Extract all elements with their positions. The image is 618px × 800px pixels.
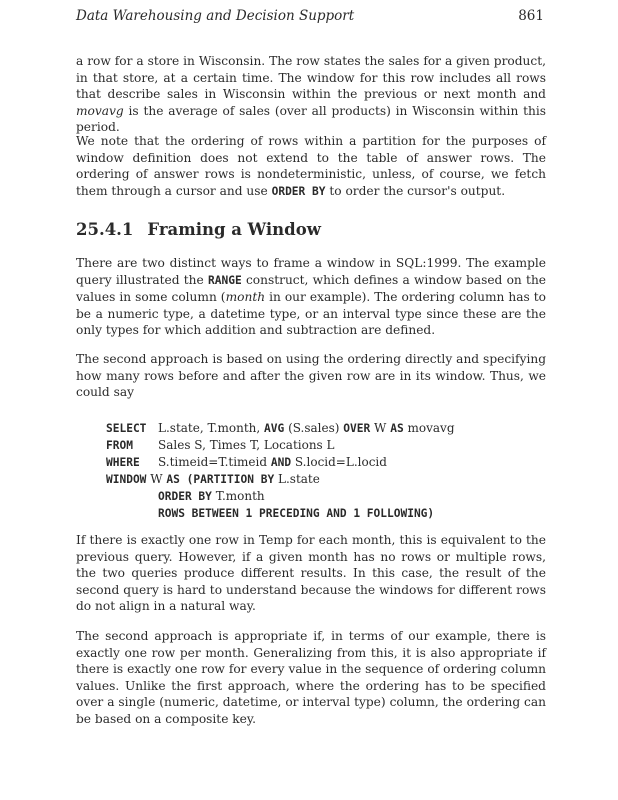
- kw-order-by: ORDER BY: [158, 490, 212, 503]
- kw-window-as: AS: [166, 473, 180, 486]
- kw-from: FROM: [106, 439, 133, 452]
- p1-movavg: movavg: [76, 103, 124, 118]
- p1-text-2: is the average of sales (over all products) in Wisconsin within this period.: [76, 103, 546, 134]
- code-select-b: (S.sales): [284, 421, 344, 435]
- paragraph-row-ordering: [76, 133, 546, 200]
- running-header: [76, 8, 544, 24]
- code-select-d: movavg: [403, 421, 455, 435]
- section-heading: [76, 220, 321, 239]
- page-number: 861: [518, 8, 544, 24]
- code-line-from: [106, 437, 546, 454]
- code-window-b: L.state: [274, 472, 320, 486]
- code-where-b: S.locid=L.locid: [291, 455, 387, 469]
- running-title: Data Warehousing and Decision Support: [76, 8, 355, 24]
- paragraph-temp-equivalence: If there is exactly one row in Temp for each month, this is equivalent to the previous query. However, if a given month has no rows or multiple rows, the two queries produce different results. In this case, the result of the second query is hard to understand because the windows for different rows do not align in a natural way.: [76, 533, 546, 613]
- code-window-paren: (: [179, 473, 194, 486]
- code-line-window: [106, 471, 546, 488]
- paragraph-second-approach: The second approach is based on using the ordering directly and specifying how many rows before and after the given row are in its window. Thus, we could say: [76, 352, 546, 399]
- p3-month: month: [225, 290, 266, 304]
- code-line-select: [106, 420, 546, 437]
- paragraph-composite-key: The second approach is appropriate if, in terms of our example, there is exactly one row per month. Generalizing from this, it is also appropriate if there is exactly one row for every value in the sequence of ordering column values. Unlike the first approach, where the ordering has to be specified over a single (numeric, datetime, or interval type) column, the ordering can be based on a composite key.: [76, 629, 546, 726]
- code-line-orderby: [106, 488, 546, 505]
- code-window-a: W: [146, 472, 167, 486]
- code-line-rows: [106, 505, 546, 522]
- kw-window: WINDOW: [106, 473, 147, 486]
- p3-text-2: construct, which defines a window based on the values in some column (: [76, 272, 547, 304]
- kw-rows-between: ROWS BETWEEN 1 PRECEDING AND 1 FOLLOWING): [158, 507, 435, 520]
- p2-text-2: to order the cursor's output.: [325, 183, 506, 198]
- p3-range: RANGE: [208, 273, 242, 287]
- paragraph-wisconsin-window: [76, 53, 546, 136]
- p3-text-1: There are two distinct ways to frame a window in SQL:1999. The example query illustrated the: [76, 256, 546, 287]
- code-select-a: L.state, T.month,: [158, 421, 265, 435]
- kw-over: OVER: [343, 422, 371, 435]
- code-from-text: Sales S, Times T, Locations L: [158, 438, 335, 452]
- paragraph-range-construct: [76, 255, 546, 339]
- p2-order-by: ORDER BY: [271, 184, 326, 198]
- code-select-c: W: [370, 421, 391, 435]
- code-line-where: [106, 454, 546, 471]
- code-where-a: S.timeid=T.timeid: [158, 455, 271, 469]
- kw-and: AND: [270, 456, 292, 469]
- kw-avg: AVG: [264, 422, 285, 435]
- p2-text-1: We note that the ordering of rows within a partition for the purposes of window definition does not extend to the table of answer rows. The ordering of answer rows is nondeterministic, unless, of course, we fetch them through a cursor and use: [76, 134, 546, 198]
- p1-text-1: a row for a store in Wisconsin. The row states the sales for a given product, in that store, at a certain time. The window for this row includes all rows that describe sales in Wisconsin within the previous or next month and: [76, 54, 546, 101]
- section-number: 25.4.1: [76, 220, 134, 239]
- sql-code-block: [106, 420, 546, 522]
- kw-as: AS: [390, 422, 404, 435]
- kw-partition-by: PARTITION BY: [193, 473, 275, 486]
- code-orderby-text: T.month: [211, 489, 265, 503]
- p3-text-3: in our example). The ordering column has to be a numeric type, a datetime type, or an interval type since these are the only types for which addition and subtraction are defined.: [76, 290, 546, 337]
- kw-where: WHERE: [106, 456, 140, 469]
- kw-select: SELECT: [106, 422, 147, 435]
- section-title: Framing a Window: [147, 220, 321, 239]
